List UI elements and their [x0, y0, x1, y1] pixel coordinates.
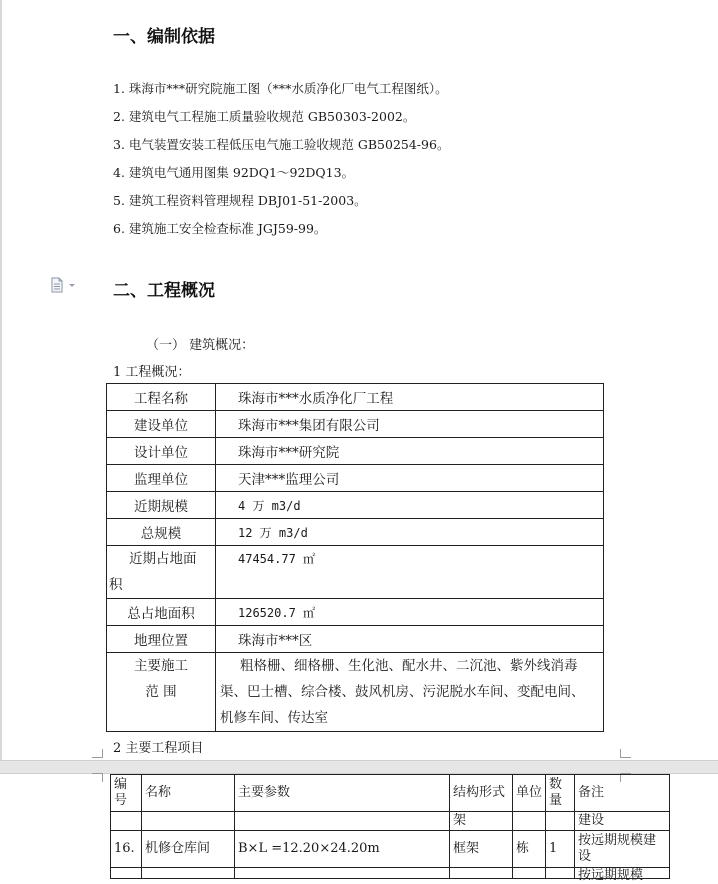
- page-corner-mark: [620, 749, 631, 758]
- subsection-title: （一） 建筑概况：: [146, 338, 255, 353]
- cut-text: 按远期规模: [578, 868, 644, 883]
- table-cell: [235, 812, 450, 831]
- table-cell: [575, 868, 670, 883]
- column-header: 单位: [513, 775, 546, 812]
- overview-value: 天津***监理公司: [216, 465, 604, 492]
- table-row: [107, 653, 604, 732]
- overview-value: 126520.7 ㎡: [216, 599, 604, 626]
- table-row: [107, 465, 604, 492]
- table-row: [111, 831, 670, 868]
- table-cell: [450, 868, 513, 879]
- projects-table: [110, 774, 670, 883]
- table-cell: [513, 868, 546, 879]
- overview-key: 总占地面积: [107, 599, 216, 626]
- overview-key: 近期规模: [107, 492, 216, 519]
- table-cell: 16.: [111, 831, 142, 868]
- overview-key: [107, 653, 216, 732]
- table-row: [107, 384, 604, 411]
- list-item: 2. 建筑电气工程施工质量验收规范 GB50303-2002。: [113, 109, 416, 124]
- overview-value: 47454.77 ㎡: [216, 546, 604, 599]
- overview-key-line: 积: [109, 577, 123, 593]
- table-cell: [142, 868, 235, 879]
- section-heading-basis: 一、编制依据: [113, 27, 215, 47]
- overview-key: 建设单位: [107, 411, 216, 438]
- overview-key: 工程名称: [107, 384, 216, 411]
- table-row: [107, 626, 604, 653]
- projects-subtitle: 2 主要工程项目: [113, 741, 204, 756]
- table-row: [107, 411, 604, 438]
- column-header: 主要参数: [235, 775, 450, 812]
- table-cell: [546, 812, 575, 831]
- section-heading-overview: 二、工程概况: [113, 281, 215, 301]
- table-cell: 机修仓库间: [142, 831, 235, 868]
- overview-value: 珠海市***水质净化厂工程: [216, 384, 604, 411]
- column-header: 数量: [546, 775, 575, 812]
- list-item: 4. 建筑电气通用图集 92DQ1～92DQ13。: [113, 165, 355, 180]
- page-edge: [0, 0, 2, 760]
- table-cell: 建设: [575, 812, 670, 831]
- table-cell: 1: [546, 831, 575, 868]
- table-cell: [513, 812, 546, 831]
- overview-value: 4 万 m3/d: [216, 492, 604, 519]
- table-header-row: [111, 775, 670, 812]
- column-header: 结构形式: [450, 775, 513, 812]
- overview-key: 总规模: [107, 519, 216, 546]
- overview-subtitle: 1 工程概况：: [113, 365, 191, 380]
- overview-value: 粗格栅、细格栅、生化池、配水井、二沉池、紫外线消毒渠、巴士槽、综合楼、鼓风机房、污泥脱水车间、变配电间、机修车间、传达室: [216, 653, 604, 732]
- overview-key: 地理位置: [107, 626, 216, 653]
- overview-table: [106, 383, 604, 732]
- table-cell: 架: [450, 812, 513, 831]
- page-break: [0, 760, 718, 774]
- table-cell: [142, 812, 235, 831]
- overview-key-line: 范 围: [145, 684, 177, 700]
- table-row: [107, 438, 604, 465]
- overview-value: 珠海市***研究院: [216, 438, 604, 465]
- table-cell: [111, 868, 142, 879]
- list-item: 6. 建筑施工安全检查标准 JGJ59-99。: [113, 221, 327, 236]
- list-item: 5. 建筑工程资料管理规程 DBJ01-51-2003。: [113, 193, 367, 208]
- overview-key-line: 近期占地面: [129, 551, 197, 567]
- overview-value: 珠海市***集团有限公司: [216, 411, 604, 438]
- overview-key-line: 主要施工: [134, 658, 188, 674]
- column-header: 备注: [575, 775, 670, 812]
- table-cell: B×L =12.20×24.20m: [235, 831, 450, 868]
- basis-list: [113, 79, 449, 247]
- table-row: [111, 868, 670, 879]
- table-cell: 按远期规模建设: [575, 831, 670, 868]
- table-cell: [546, 868, 575, 879]
- table-row: [107, 546, 604, 599]
- overview-key: [107, 546, 216, 599]
- overview-value: 珠海市***区: [216, 626, 604, 653]
- table-row: [107, 599, 604, 626]
- table-cell: 框架: [450, 831, 513, 868]
- page-corner-mark: [92, 773, 103, 782]
- table-cell: [111, 812, 142, 831]
- table-row: [107, 492, 604, 519]
- column-header: 编号: [111, 775, 142, 812]
- table-cell: [235, 868, 450, 879]
- page-corner-mark: [92, 749, 103, 758]
- list-item: 1. 珠海市***研究院施工图（***水质净化厂电气工程图纸）。: [113, 81, 448, 96]
- list-item: 3. 电气装置安装工程低压电气施工验收规范 GB50254-96。: [113, 137, 450, 152]
- overview-key: 监理单位: [107, 465, 216, 492]
- overview-key: 设计单位: [107, 438, 216, 465]
- table-row: [107, 519, 604, 546]
- paragraph-options-icon[interactable]: [50, 277, 80, 293]
- table-cell: 栋: [513, 831, 546, 868]
- overview-value: 12 万 m3/d: [216, 519, 604, 546]
- column-header: 名称: [142, 775, 235, 812]
- table-row: [111, 812, 670, 831]
